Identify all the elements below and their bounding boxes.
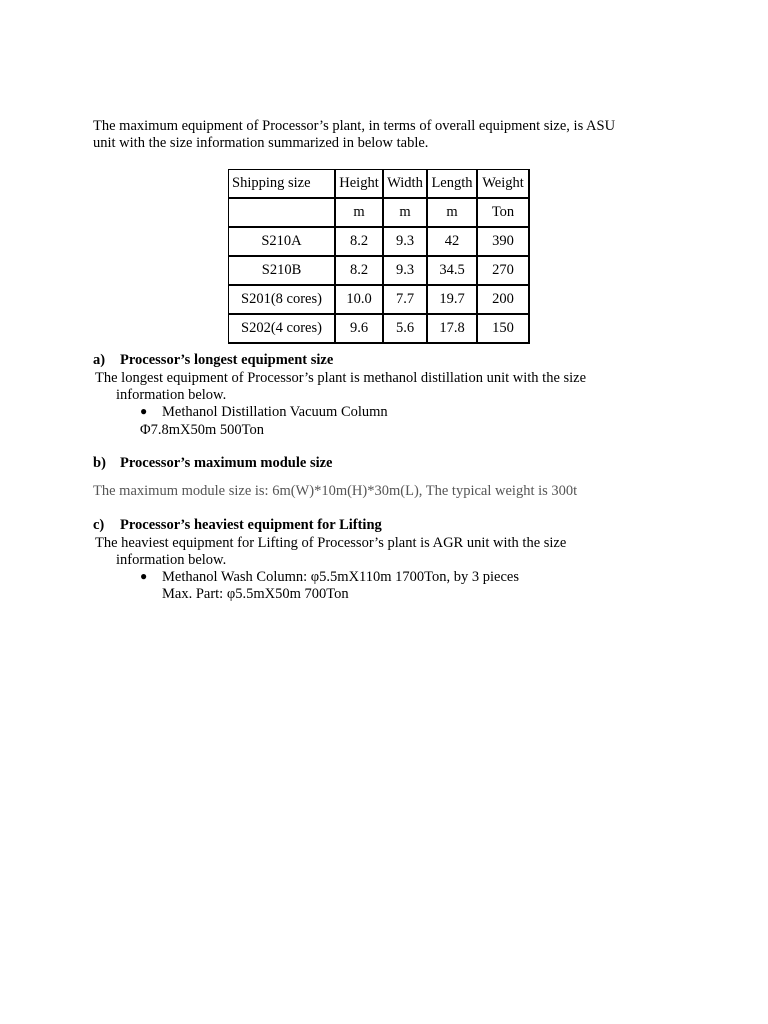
table-cell: 8.2 <box>335 227 383 256</box>
table-units-row <box>229 198 530 227</box>
section-b-marker: b) <box>93 455 106 471</box>
section-c-heading: Processor’s heaviest equipment for Lifting <box>120 517 382 533</box>
section-a-line-1: The longest equipment of Processor’s plant is methanol distillation unit with the size <box>95 370 587 386</box>
table-cell: 200 <box>477 285 529 314</box>
table-unit-cell: Ton <box>477 198 529 227</box>
table-row <box>229 314 530 343</box>
table-cell: 390 <box>477 227 529 256</box>
section-c-marker: c) <box>93 517 105 533</box>
table-cell: 19.7 <box>427 285 477 314</box>
equipment-size-table <box>228 169 530 344</box>
table-cell: 7.7 <box>383 285 427 314</box>
table-header-cell: Height <box>335 170 383 199</box>
table-cell: 17.8 <box>427 314 477 343</box>
intro-line-2: unit with the size information summarized in below table. <box>93 135 429 151</box>
table-cell: S210A <box>229 227 336 256</box>
table-cell: 34.5 <box>427 256 477 285</box>
table-cell: S201(8 cores) <box>229 285 336 314</box>
bullet-icon: ● <box>140 404 148 418</box>
table-cell: S210B <box>229 256 336 285</box>
table-row <box>229 285 530 314</box>
section-c-detail: Max. Part: φ5.5mX50m 700Ton <box>162 586 349 602</box>
table-unit-cell: m <box>427 198 477 227</box>
section-c-line-1: The heaviest equipment for Lifting of Processor’s plant is AGR unit with the size <box>95 535 567 551</box>
section-a-heading: Processor’s longest equipment size <box>120 352 334 368</box>
table-row <box>229 227 530 256</box>
table-header-row <box>229 170 530 199</box>
table-header-cell: Shipping size <box>229 170 336 199</box>
section-b-heading: Processor’s maximum module size <box>120 455 333 471</box>
table-row <box>229 256 530 285</box>
table-cell: 9.3 <box>383 227 427 256</box>
table-cell: S202(4 cores) <box>229 314 336 343</box>
section-c-line-2: information below. <box>116 552 227 568</box>
table-cell: 150 <box>477 314 529 343</box>
table-header-cell: Weight <box>477 170 529 199</box>
section-a-bullet: Methanol Distillation Vacuum Column <box>162 404 388 420</box>
bullet-icon: ● <box>140 569 148 583</box>
table-cell: 270 <box>477 256 529 285</box>
table-unit-cell: m <box>335 198 383 227</box>
section-b-text: The maximum module size is: 6m(W)*10m(H)*30m(L), The typical weight is 300t <box>93 483 578 499</box>
table-cell: 5.6 <box>383 314 427 343</box>
table-header-cell: Width <box>383 170 427 199</box>
table-cell: 8.2 <box>335 256 383 285</box>
table-cell: 42 <box>427 227 477 256</box>
section-a-detail: Φ7.8mX50m 500Ton <box>140 422 264 438</box>
section-a-marker: a) <box>93 352 106 368</box>
table-cell: 9.6 <box>335 314 383 343</box>
table-unit-cell: m <box>383 198 427 227</box>
table-header-cell: Length <box>427 170 477 199</box>
section-a-line-2: information below. <box>116 387 227 403</box>
table-unit-cell <box>229 198 336 227</box>
section-c-bullet: Methanol Wash Column: φ5.5mX110m 1700Ton, by 3 pieces <box>162 569 519 585</box>
intro-line-1: The maximum equipment of Processor’s plant, in terms of overall equipment size, is ASU <box>93 118 616 134</box>
table-cell: 10.0 <box>335 285 383 314</box>
table-cell: 9.3 <box>383 256 427 285</box>
